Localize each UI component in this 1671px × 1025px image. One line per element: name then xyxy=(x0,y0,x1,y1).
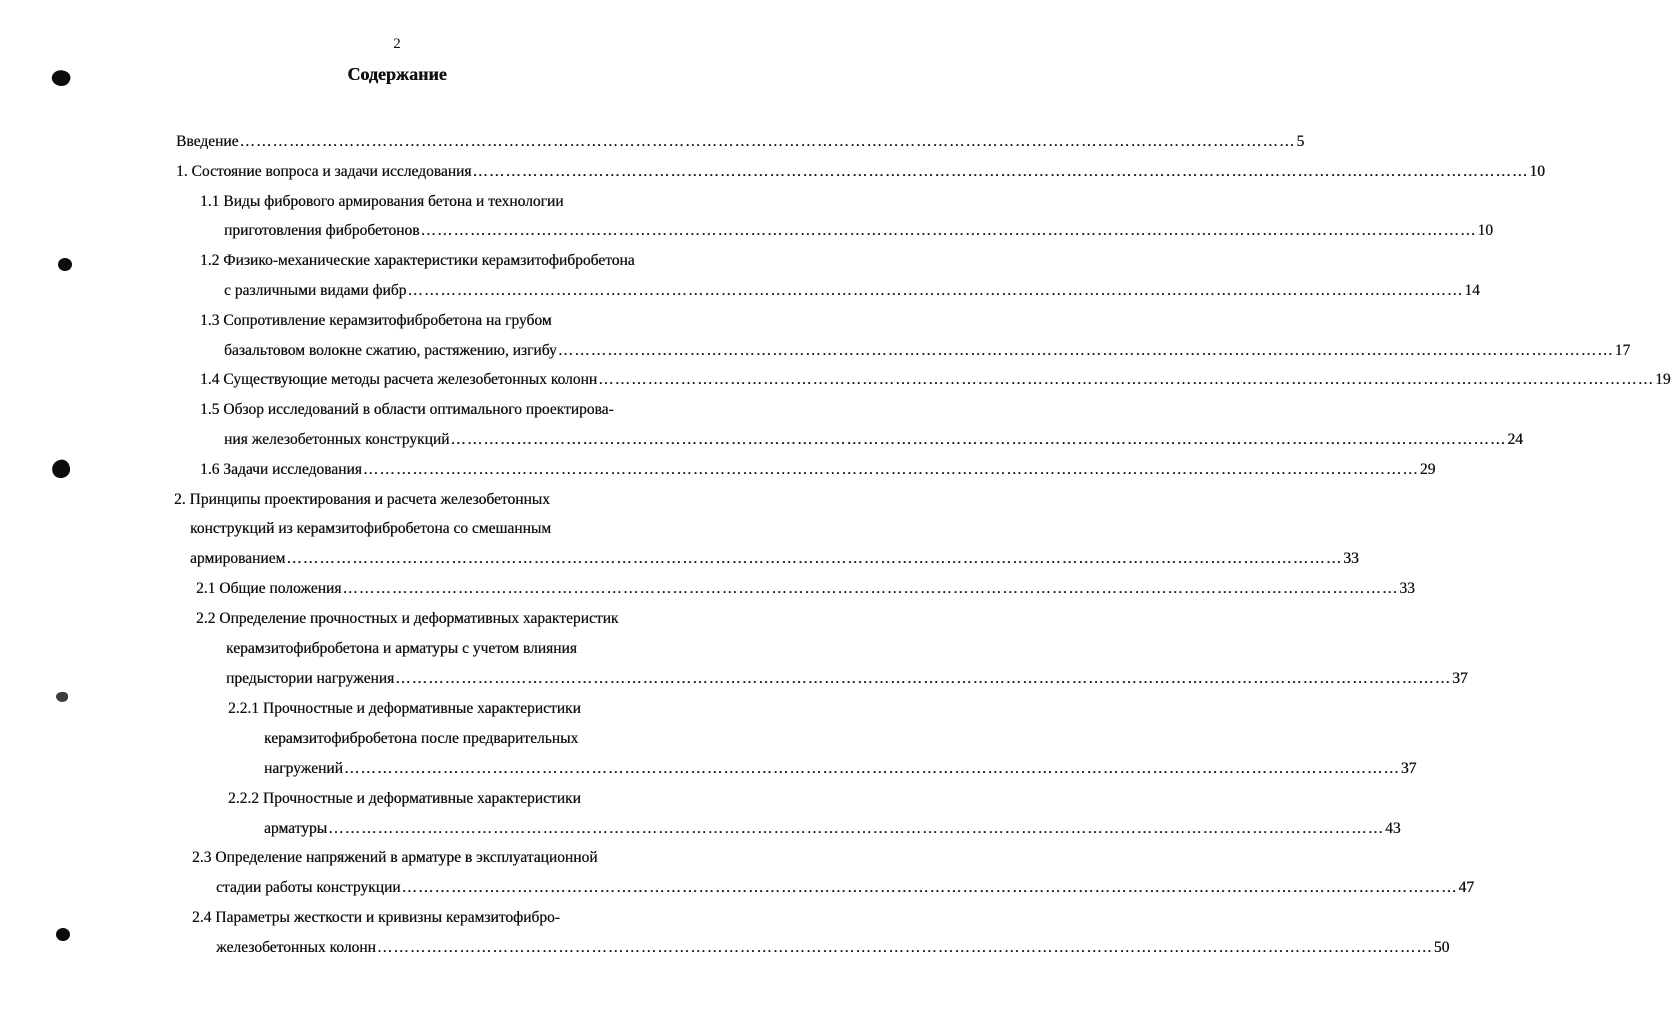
toc-entry-text: керамзитофибробетона и арматуры с учетом влияния xyxy=(226,640,577,657)
toc-entry-2-2-1-cont2 xyxy=(264,757,1417,781)
toc-entry-2-2-1 xyxy=(228,697,581,721)
toc-entry-text: приготовления фибробетонов xyxy=(224,222,420,239)
dot-leader: ………………………………………………………………………………………………………………………………………………………………………… xyxy=(286,550,1343,567)
toc-entry-text: нагружений xyxy=(264,760,343,777)
dot-leader: ………………………………………………………………………………………………………………………………………………………………………… xyxy=(450,431,1507,448)
toc-entry-text: армированием xyxy=(190,550,286,567)
toc-entry-1-3-cont xyxy=(224,339,1631,363)
toc-entry-page: 10 xyxy=(1529,163,1545,180)
toc-entry-page: 19 xyxy=(1655,371,1671,388)
toc-entry-page: 33 xyxy=(1399,580,1415,597)
dot-leader: ………………………………………………………………………………………………………………………………………………………………………… xyxy=(343,760,1400,777)
toc-entry-text: 1.2 Физико-механические характеристики керамзитофибробетона xyxy=(200,252,635,269)
toc-entry-page: 47 xyxy=(1458,879,1475,896)
toc-entry-2-4-cont xyxy=(216,936,1450,960)
dot-leader: ………………………………………………………………………………………………………………………………………………………………………… xyxy=(239,133,1296,150)
toc-entry-page: 14 xyxy=(1464,282,1480,299)
toc-entry-2-3-cont xyxy=(216,876,1475,900)
toc-entry-text: 1.6 Задачи исследования xyxy=(200,461,362,478)
toc-entry-2-cont xyxy=(190,517,551,541)
toc-entry-1-1-cont xyxy=(224,219,1493,243)
toc-entry-1-5 xyxy=(200,398,614,422)
toc-entry-2-2-cont xyxy=(226,637,577,661)
toc-entry-text: 1.4 Существующие методы расчета железобетонных колонн xyxy=(200,371,598,388)
dot-leader: ………………………………………………………………………………………………………………………………………………………………………… xyxy=(401,879,1458,896)
toc-entry-1-5-cont xyxy=(224,428,1523,452)
toc-entry-1-3 xyxy=(200,309,552,333)
toc-entry-page: 37 xyxy=(1452,670,1468,687)
toc-entry-2-1 xyxy=(196,577,1415,601)
toc-entry-text: 2.2 Определение прочностных и деформативных характеристик xyxy=(196,610,619,627)
toc-entry-text: железобетонных колонн xyxy=(216,939,376,956)
toc-entry-text: керамзитофибробетона после предварительных xyxy=(264,730,579,747)
toc-entry-text: 2. Принципы проектирования и расчета железобетонных xyxy=(174,491,550,508)
toc-entry-text: 1.5 Обзор исследований в области оптимального проектирова- xyxy=(200,401,614,418)
dot-leader: ………………………………………………………………………………………………………………………………………………………………………… xyxy=(598,371,1655,388)
toc-entry-page: 24 xyxy=(1507,431,1523,448)
punch-hole-mark xyxy=(49,457,72,480)
page-title: Содержание xyxy=(347,64,447,84)
punch-hole-mark xyxy=(58,258,72,271)
toc-entry-1 xyxy=(176,160,1545,184)
toc-entry-1-6 xyxy=(200,458,1436,482)
toc-entry-page: 5 xyxy=(1296,133,1305,150)
toc-entry-text: 2.2.1 Прочностные и деформативные характеристики xyxy=(228,700,581,717)
dot-leader: ………………………………………………………………………………………………………………………………………………………………………… xyxy=(420,222,1477,239)
toc-entry-page: 43 xyxy=(1385,820,1401,837)
toc-entry-page: 33 xyxy=(1343,550,1359,567)
punch-hole-mark xyxy=(56,928,70,941)
toc-entry-2-2 xyxy=(196,607,618,631)
toc-entry-page: 17 xyxy=(1614,342,1631,359)
toc-entry-2-2-2 xyxy=(228,787,581,811)
toc-entry-2-cont2 xyxy=(190,547,1359,571)
dot-leader: ………………………………………………………………………………………………………………………………………………………………………… xyxy=(342,580,1399,597)
toc-entry-text: 2.3 Определение напряжений в арматуре в эксплуатационной xyxy=(192,849,598,866)
toc-entry-1-4 xyxy=(200,368,1671,392)
toc-entry-2-3 xyxy=(192,846,598,870)
toc-entry-text: предыстории нагружения xyxy=(226,670,395,687)
toc-entry-page: 50 xyxy=(1433,939,1450,956)
toc-entry-text: базальтовом волокне сжатию, растяжению, изгибу xyxy=(224,342,557,359)
toc-entry-text: конструкций из керамзитофибробетона со смешанным xyxy=(190,520,552,537)
toc-entry-text: стадии работы конструкции xyxy=(216,879,401,896)
toc-entry-intro xyxy=(176,130,1305,154)
toc-entry-2-4 xyxy=(192,906,560,930)
toc-entry-page: 37 xyxy=(1400,760,1417,777)
dot-leader: ………………………………………………………………………………………………………………………………………………………………………… xyxy=(557,342,1614,359)
page-number: 2 xyxy=(393,36,401,52)
dot-leader: ………………………………………………………………………………………………………………………………………………………………………… xyxy=(328,820,1385,837)
toc-entry-1-2-cont xyxy=(224,279,1480,303)
dot-leader: ………………………………………………………………………………………………………………………………………………………………………… xyxy=(472,163,1529,180)
dot-leader: ………………………………………………………………………………………………………………………………………………………………………… xyxy=(362,461,1419,478)
toc-entry-page: 29 xyxy=(1419,461,1436,478)
punch-hole-mark xyxy=(56,692,68,702)
toc-entry-2-2-2-cont xyxy=(264,817,1401,841)
toc-entry-text: 1.1 Виды фибрового армирования бетона и технологии xyxy=(200,193,564,210)
toc-entry-1-2 xyxy=(200,249,635,273)
toc-entry-2-2-1-cont xyxy=(264,727,578,751)
toc-entry-text: арматуры xyxy=(264,820,328,837)
toc-entry-page: 10 xyxy=(1477,222,1493,239)
toc-entry-text: 2.1 Общие положения xyxy=(196,580,342,597)
toc-entry-text: с различными видами фибр xyxy=(224,282,407,299)
dot-leader: ………………………………………………………………………………………………………………………………………………………………………… xyxy=(395,670,1452,687)
toc-entry-text: ния железобетонных конструкций xyxy=(224,431,450,448)
dot-leader: ………………………………………………………………………………………………………………………………………………………………………… xyxy=(376,939,1433,956)
toc-entry-text: 1. Состояние вопроса и задачи исследования xyxy=(176,163,472,180)
toc-entry-1-1 xyxy=(200,190,564,214)
toc-entry-2-2-cont2 xyxy=(226,667,1468,691)
toc-entry-text: 1.3 Сопротивление керамзитофибробетона на грубом xyxy=(200,312,552,329)
toc-entry-text: Введение xyxy=(176,133,239,150)
toc-entry-2 xyxy=(174,488,550,512)
toc-entry-text: 2.2.2 Прочностные и деформативные характеристики xyxy=(228,790,581,807)
dot-leader: ………………………………………………………………………………………………………………………………………………………………………… xyxy=(407,282,1464,299)
toc-entry-text: 2.4 Параметры жесткости и кривизны керамзитофибро- xyxy=(192,909,560,926)
